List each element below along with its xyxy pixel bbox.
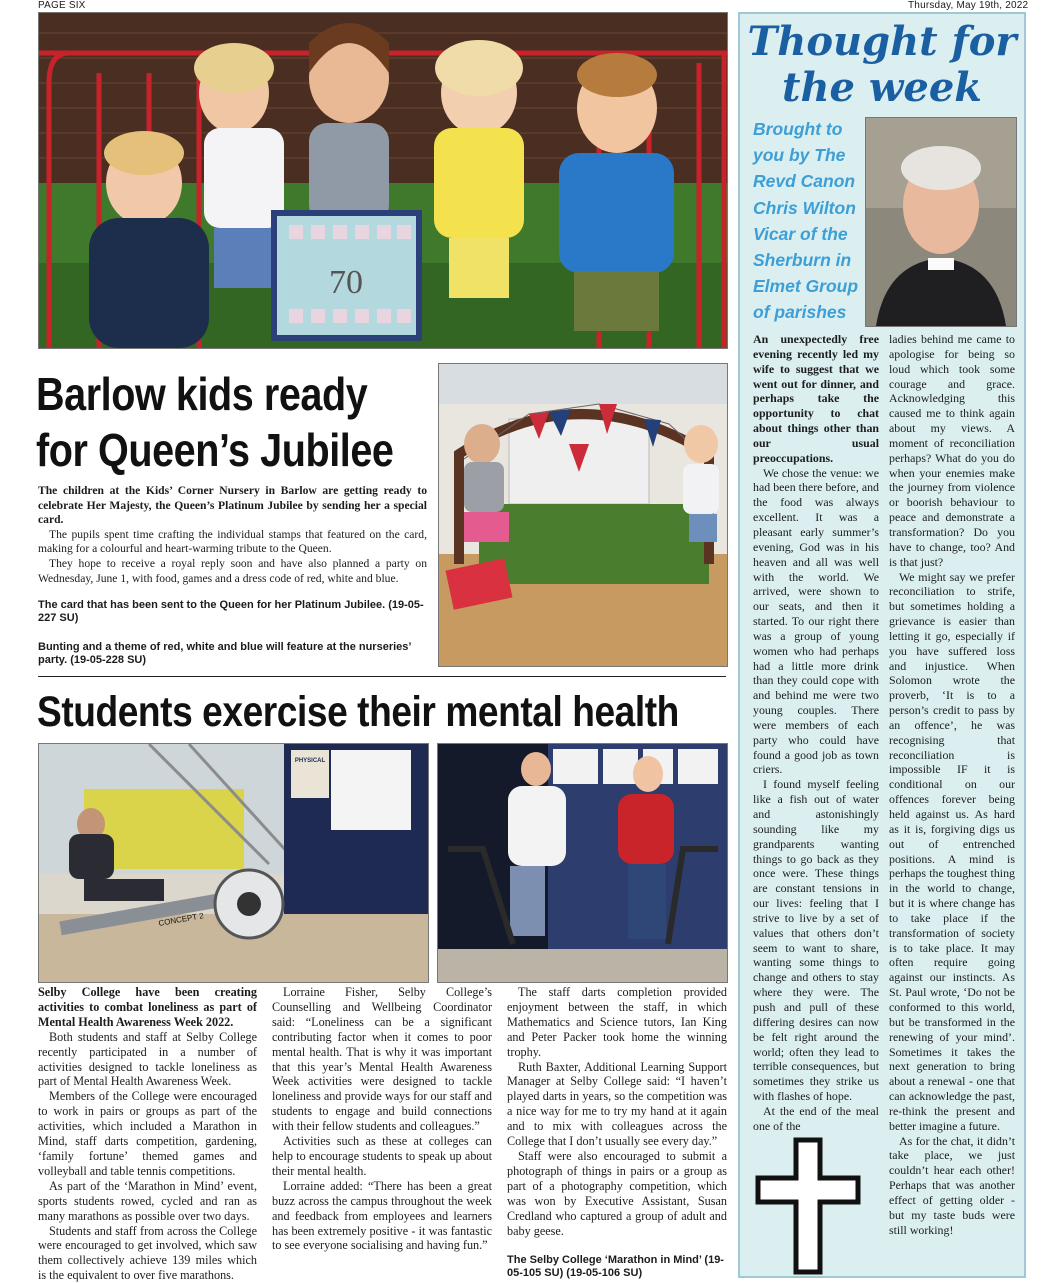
thought-paragraph: I found myself feeling like a fish out of water and astonishingly sounding like my grandparents wanting things to go back as they once were. These things are constant tensions in our lives: feeling that I strive to live by a set of values that others don’t seem to want to share, wanting some things to change and others to stay where they were. The push and pull of these differing desires can now be felt right around the world; often they lead to terrible consequences, but sometimes they strike us with flashes of hope. xyxy=(753,777,879,1104)
students-column-1 xyxy=(38,985,257,1283)
jubilee-headline-line2: for Queen’s Jubilee xyxy=(36,422,393,478)
poster-label: PHYSICAL xyxy=(295,758,326,764)
thought-column-1 xyxy=(753,332,879,1134)
cross-icon xyxy=(752,1136,864,1276)
students-paragraph: The staff darts completion provided enjoyment between the staff, in which Mathematics and Science tutors, Ian King and Peter Packer took home the winning trophy. xyxy=(507,985,727,1060)
thought-paragraph: As for the chat, it didn’t take place, we just couldn’t hear each other! Perhaps that was another effect of getting older - but my taste buds were still working! xyxy=(889,1134,1015,1238)
students-paragraph: As part of the ‘Marathon in Mind’ event, sports students rowed, cycled and ran as many marathons as possible over two days. xyxy=(38,1179,257,1224)
students-paragraph: Students and staff from across the College were encouraged to get involved, which saw them collectively achieve 139 miles which is the equivalent to over five marathons. xyxy=(38,1224,257,1283)
card-number-text: 70 xyxy=(329,264,363,301)
thought-paragraph: ladies behind me came to apologise for being so loud which took some courage and grace. Acknowledging this caused me to think again about my views. A moment of reconciliation perhaps? What do you do when your enemies make the journey from violence or boorish behaviour to peace and demonstrate a transformation? Do you have to change, too? And is that just? xyxy=(889,332,1015,570)
jubilee-headline xyxy=(36,366,393,478)
jubilee-intro: The children at the Kids’ Corner Nursery in Barlow are getting ready to celebrate Her Majesty, the Queen’s Platinum Jubilee by sending her a special card. xyxy=(38,484,427,528)
bunting-party-photo xyxy=(438,363,728,667)
vicar-portrait xyxy=(865,117,1017,327)
jubilee-story xyxy=(38,484,427,586)
students-paragraph: Staff were also encouraged to submit a photograph of things in pairs or a group as part of a photography competition, which was won by Executive Assistant, Susan Credland who captured a group of adult and baby geese. xyxy=(507,1149,727,1238)
jubilee-paragraph: They hope to receive a royal reply soon and have also planned a party on Wednesday, June 1, with food, games and a dress code of red, white and blue. xyxy=(38,557,427,586)
jubilee-paragraph: The pupils spent time crafting the individual stamps that featured on the card, making for a colourful and heart-warming tribute to the Queen. xyxy=(38,528,427,557)
students-paragraph: Activities such as these at colleges can help to encourage students to speak up about their mental health. xyxy=(272,1134,492,1179)
page-number: PAGE SIX xyxy=(38,0,86,11)
students-paragraph: Lorraine Fisher, Selby College’s Counselling and Wellbeing Coordinator said: “Loneliness can be a significant contributing factor when it comes to poor mental health. That is why it was important that this year’s Mental Health Awareness Week activities were designed to tackle loneliness and provide ways for our staff and students to engage and build connections with their fellow students and colleagues.” xyxy=(272,985,492,1134)
students-paragraph: Lorraine added: “There has been a great buzz across the campus throughout the week and feedback from employees and learners has been extremely positive - it was fantastic to see everyone socialising and having fun.” xyxy=(272,1179,492,1254)
thought-paragraph: We might say we prefer reconciliation to strife, but sometimes holding a grievance is easier than letting it go, especially if you have suffered loss and injustice. When Solomon wrote the proverb, ‘It is to a person’s credit to pass by an offence’, he was recognising that reconciliation is impossible IF it is conditional on our offences forever being held against us. As hard as it is, forgiving digs us out of entrenched positions. A mind is perhaps the toughest thing in the world to change, but it is where change has to take place if the transformation of society is to take place. It may often require going against our instincts. As St. Paul wrote, ‘Do not be conformed to this world, but be transformed in the renewing of your mind’. Sometimes it takes the next generation to bring about a renewal - one that can acknowledge the past, re-think the present and better imagine a future. xyxy=(889,570,1015,1134)
jubilee-caption-card: The card that has been sent to the Queen for her Platinum Jubilee. (19-05-227 SU) xyxy=(38,599,427,625)
jubilee-caption-bunting: Bunting and a theme of red, white and blue will feature at the nurseries’ party. (19-05-228 SU) xyxy=(38,641,427,667)
thought-paragraph: At the end of the meal one of the xyxy=(753,1104,879,1134)
students-paragraph: Members of the College were encouraged to work in pairs or groups as part of the activities, which included a Marathon in Mind, staff darts competition, gardening, ‘family fortune’ themed games and volleyball and table tennis competitions. xyxy=(38,1089,257,1178)
section-divider xyxy=(38,676,726,677)
thought-paragraph: We chose the venue: we had been there before, and the food was always excellent. It was a pleasant early summer’s evening, God was in his heaven and all was well with the world. We arrived, were shown to our seats, and then it started. To our right there was a group of young women who had perhaps had a little more drink than they could cope with and behind me were two young couples. There were members of each party who could have found a good job as town criers. xyxy=(753,466,879,778)
rower-brand: CONCEPT 2 xyxy=(158,911,205,928)
issue-date: Thursday, May 19th, 2022 xyxy=(908,0,1028,11)
thought-intro: An unexpectedly free evening recently led my wife to suggest that we went out for dinner, and perhaps take the opportunity to chat about things other than our usual preoccupations. xyxy=(753,332,879,466)
students-intro: Selby College have been creating activities to combat loneliness as part of Mental Health Awareness Week 2022. xyxy=(38,985,257,1030)
thought-for-the-week-box xyxy=(738,12,1026,1278)
students-column-3 xyxy=(507,985,727,1238)
thought-column-2 xyxy=(889,332,1015,1237)
students-paragraph: Ruth Baxter, Additional Learning Support Manager at Selby College said: “I haven’t played darts in years, so the competition was a nice way for me to try my hand at it again and to mix with colleagues across the College that I don’t usually see every day.” xyxy=(507,1060,727,1149)
students-paragraph: Both students and staff at Selby College recently participated in a number of activities designed to tackle loneliness as part of Mental Health Awareness Week. xyxy=(38,1030,257,1090)
thought-byline: Brought to you by The Revd Canon Chris Wilton Vicar of the Sherburn in Elmet Group of parishes xyxy=(753,116,867,326)
jubilee-headline-line1: Barlow kids ready xyxy=(36,366,393,422)
rowing-student-photo xyxy=(38,743,429,983)
nursery-children-photo xyxy=(38,12,728,349)
thought-title-line1: Thought for xyxy=(740,20,1024,64)
students-column-2 xyxy=(272,985,492,1253)
thought-title-line2: the week xyxy=(740,66,1024,110)
students-caption: The Selby College ‘Marathon in Mind’ (19-05-105 SU) (19-05-106 SU) xyxy=(507,1254,727,1280)
cycling-students-photo xyxy=(437,743,728,983)
students-headline: Students exercise their mental health xyxy=(37,688,679,736)
